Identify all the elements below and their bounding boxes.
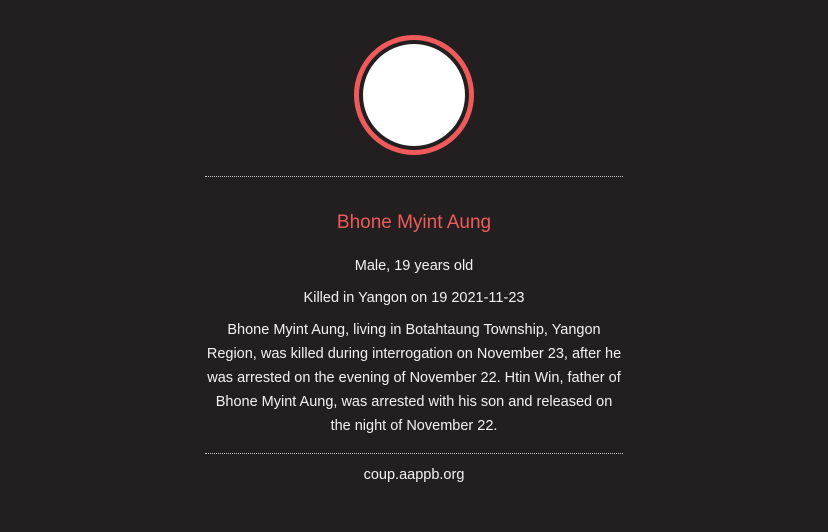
divider-bottom: [205, 453, 623, 454]
death-location-date: Killed in Yangon on 19 2021-11-23: [303, 290, 525, 306]
incident-description: Bhone Myint Aung, living in Botahtaung Township, Yangon Region, was killed during interrogation on November 23, after he was arrested on the evening of November 22. Htin Win, father of Bhone Myint Aung, was arrested with his son and released on the night of November 22.: [206, 322, 622, 434]
divider-top: [205, 176, 623, 177]
gender-age-text: Male, 19 years old: [354, 258, 474, 274]
source-link[interactable]: coup.aappb.org: [363, 467, 465, 483]
avatar-photo-placeholder: [363, 44, 465, 146]
person-name: Bhone Myint Aung: [336, 212, 492, 233]
avatar: [354, 35, 474, 155]
